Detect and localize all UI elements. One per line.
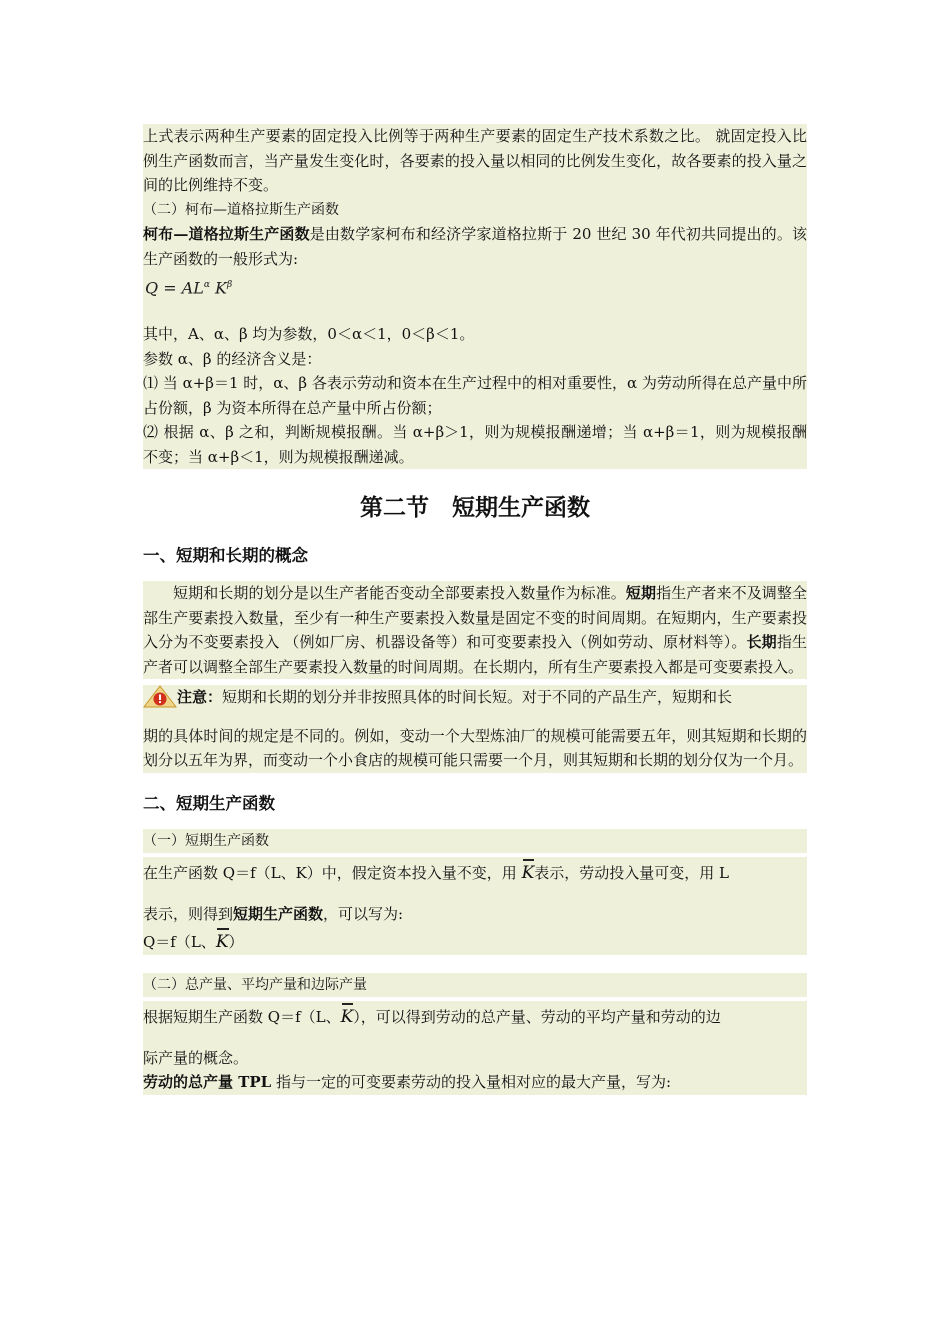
paragraph-fixed-proportion: 上式表示两种生产要素的固定投入比例等于两种生产要素的固定生产技术系数之比。 就固定投入比例生产函数而言，当产量发生变化时，各要素的投入量以相同的比例发生变化，故各要素的投入量之间的比例维持不变。 [143, 124, 807, 198]
note-label: 注意： [177, 688, 223, 707]
spacer [143, 886, 807, 902]
paragraph-products-2: 际产量的概念。 [143, 1046, 807, 1071]
subsection-short-run-title: （一）短期生产函数 [143, 829, 807, 854]
page-content [143, 124, 807, 1095]
paragraph-tpl: 劳动的总产量 TPL 指与一定的可变要素劳动的投入量相对应的最大产量，写为: [143, 1070, 807, 1095]
meaning-item-1: ⑴ 当 α+β＝1 时，α、β 各表示劳动和资本在生产过程中的相对重要性，α 为劳动所得在总产量中所占份额，β 为资本所得在总产量中所占份额； [143, 371, 807, 420]
paragraph-short-run-2: 表示，则得到短期生产函数，可以写为: [143, 902, 807, 927]
section-title: 第二节 短期生产函数 [360, 494, 590, 522]
subsection-cobb-douglas-title: （二）柯布—道格拉斯生产函数 [143, 198, 807, 223]
heading-short-run-production: 二、短期生产函数 [143, 793, 275, 813]
spacer [143, 300, 807, 322]
k-bar-symbol: K [341, 1001, 354, 1030]
term-cobb-douglas: 柯布—道格拉斯生产函数 [143, 225, 310, 243]
formula-cobb-douglas: $Q = AL^\alpha$ $K^\beta$ [143, 271, 807, 300]
note-continuation: 期的具体时间的规定是不同的。例如，变动一个大型炼油厂的规模可能需要五年，则其短期和长期的划分以五年为界，而变动一个小食店的规模可能只需要一个月，则其短期和长期的划分仅为一个月。 [143, 724, 807, 773]
term-short-run-production-function: 短期生产函数 [233, 904, 324, 923]
spacer [143, 1030, 807, 1046]
formula-short-run: Q＝f（L、K） [143, 926, 807, 955]
note-text: 短期和长期的划分并非按照具体的时间长短。对于不同的产品生产，短期和长 [222, 688, 733, 707]
k-bar-symbol: K [522, 857, 535, 886]
term-tpl: 劳动的总产量 TPL [143, 1073, 272, 1092]
warning-triangle-icon [143, 685, 177, 707]
subsection-products-title: （二）总产量、平均产量和边际产量 [143, 973, 807, 998]
params-line: 其中，A、α、β 均为参数，0＜α＜1，0＜β＜1。 [143, 322, 807, 347]
meaning-line: 参数 α、β 的经济含义是： [143, 347, 807, 372]
paragraph-short-run-1: 在生产函数 Q＝f（L、K）中，假定资本投入量不变，用 K表示，劳动投入量可变，用 L [143, 857, 807, 886]
k-bar-symbol: K [216, 926, 229, 955]
term-short-run: 短期 [625, 584, 657, 603]
note-row [143, 685, 807, 710]
term-long-run: 长期 [746, 633, 777, 652]
heading-short-long-concept: 一、短期和长期的概念 [143, 546, 308, 566]
meaning-item-2: ⑵ 根据 α、β 之和，判断规模报酬。当 α+β＞1，则为规模报酬递增；当 α+β＝1，则为规模报酬不变；当 α+β＜1，则为规模报酬递减。 [143, 420, 807, 469]
paragraph-short-long: 短期和长期的划分是以生产者能否变动全部要素投入数量作为标准。短期指生产者来不及调整全部生产要素投入数量，至少有一种生产要素投入数量是固定不变的时间周期。在短期内，生产要素投入分为不变要素投入 （例如厂房、机器设备等）和可变要素投入（例如劳动、原材料等）。长期指生产者可以调整全部生产要素投入数量的时间周期。在长期内，所有生产要素投入都是可变要素投入。 [143, 581, 807, 679]
spacer [143, 710, 807, 724]
paragraph-products-1: 根据短期生产函数 Q＝f（L、K），可以得到劳动的总产量、劳动的平均产量和劳动的边 [143, 1001, 807, 1030]
paragraph-cobb-douglas: 柯布—道格拉斯生产函数是由数学家柯布和经济学家道格拉斯于 20 世纪 30 年代初共同提出的。该生产函数的一般形式为: [143, 222, 807, 271]
